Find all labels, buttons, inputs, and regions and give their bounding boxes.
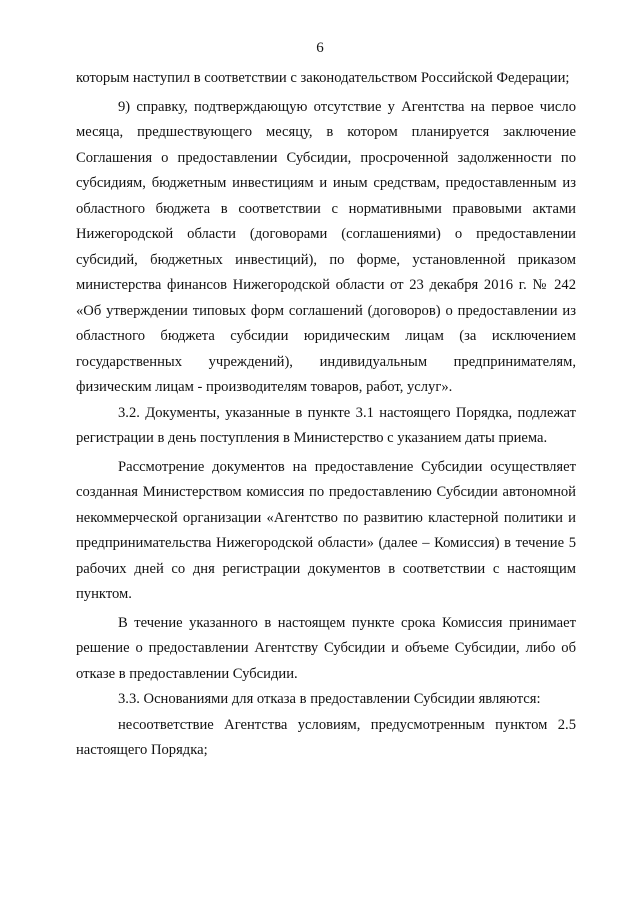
paragraph-commission: Рассмотрение документов на предоставление Субсидии осуществляет созданная Министерством комиссия по предоставлению Субсидии автономной некоммерческой организации «Агентство по развитию кластерной политики и предпринимательства Нижегородской области» (далее – Комиссия) в течение 5 рабочих дней со дня регистрации документов в соответствии с настоящим пунктом. [76,458,576,602]
paragraph-decision: В течение указанного в настоящем пункте срока Комиссия принимает решение о предоставлении Агентству Субсидии и объеме Субсидии, либо об отказе в предоставлении Субсидии. [76,614,576,682]
paragraph-continuation: которым наступил в соответствии с законодательством Российской Федерации; [76,70,570,86]
document-body [76,66,576,764]
page-number: 6 [316,40,324,56]
paragraph-item-9: 9) справку, подтверждающую отсутствие у Агентства на первое число месяца, предшествующего месяцу, в котором планируется заключение Соглашения о предоставлении Субсидии, просроченной задолженности по субсидиям, бюджетным инвестициям и иным средствам, предоставленным из областного бюджета в соответствии с нормативными правовыми актами Нижегородской области (договорами (соглашениями) о предоставлении субсидий, бюджетных инвестиций), по форме, установленной приказом министерства финансов Нижегородской области от 23 декабря 2016 г. № 242 «Об утверждении типовых форм соглашений (договоров) о предоставлении из областного бюджета субсидии юридическим лицам (за исключением государственных учреждений), индивидуальным предпринимателям, физическим лицам - производителям товаров, работ, услуг». [76,98,576,395]
paragraph-refusal-ground: несоответствие Агентства условиям, предусмотренным пунктом 2.5 настоящего Порядка; [76,716,576,758]
paragraph-3-3: 3.3. Основаниями для отказа в предоставлении Субсидии являются: [118,691,541,707]
paragraph-3-2: 3.2. Документы, указанные в пункте 3.1 настоящего Порядка, подлежат регистрации в день поступления в Министерство с указанием даты приема. [76,404,576,446]
